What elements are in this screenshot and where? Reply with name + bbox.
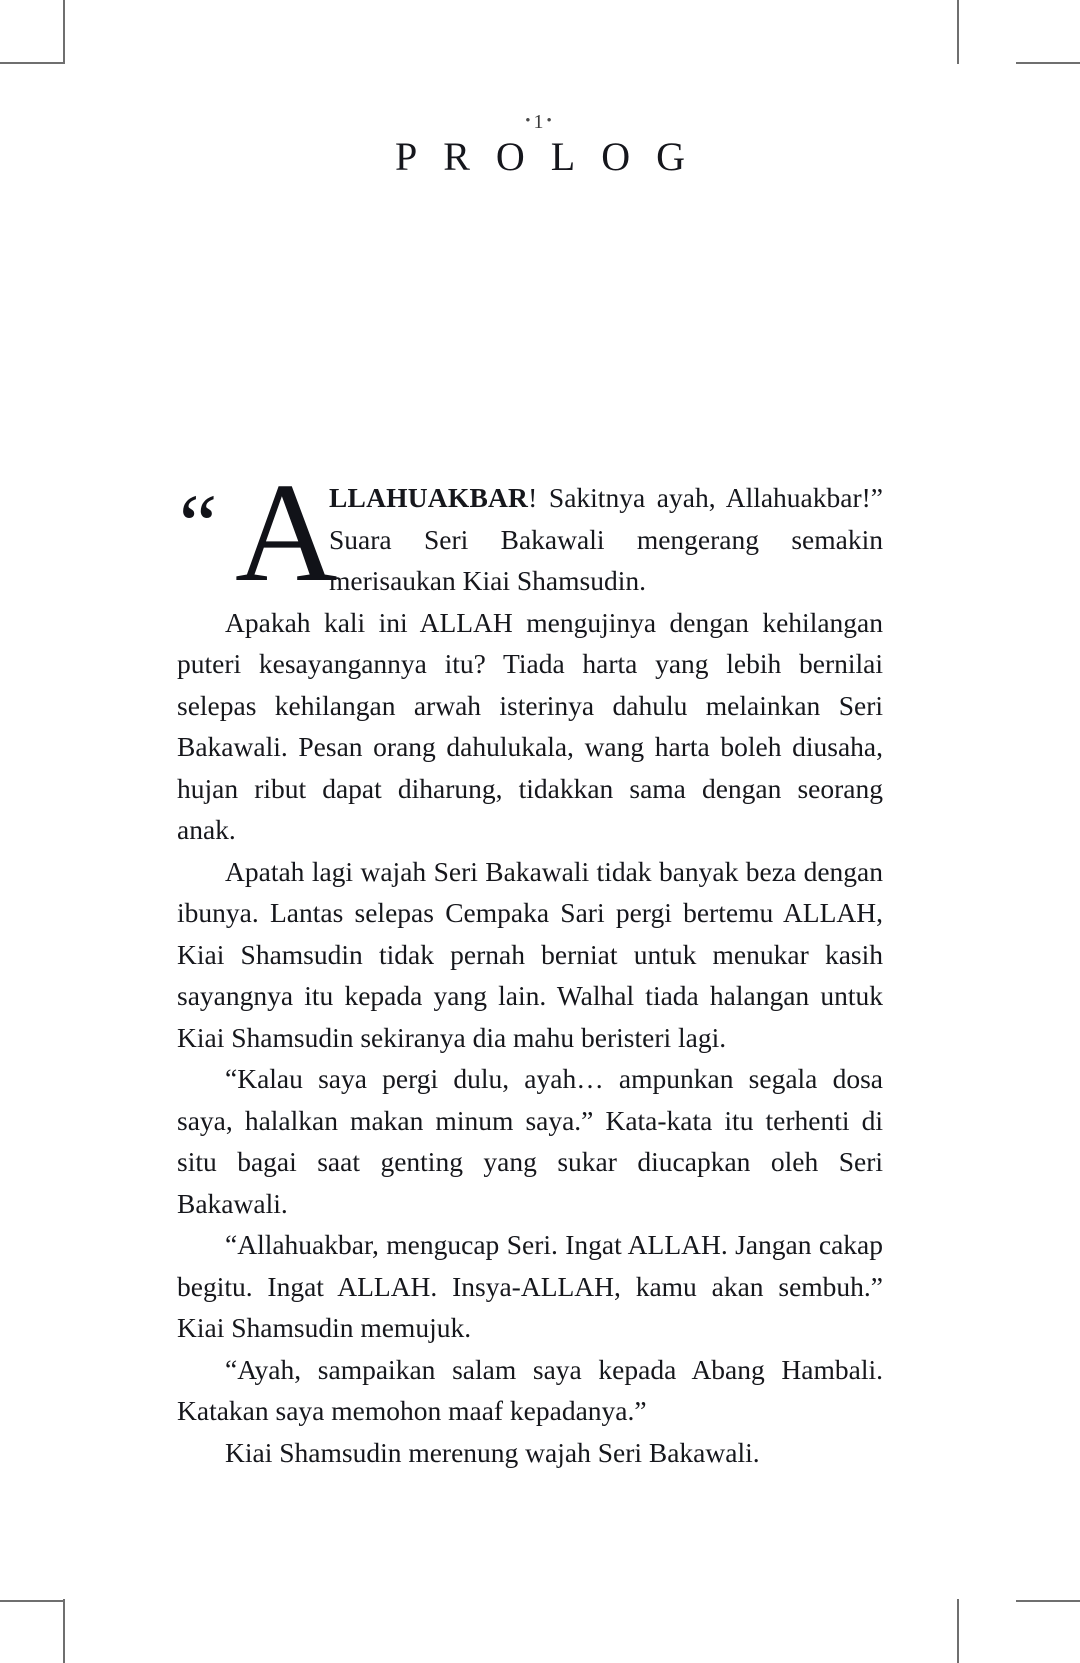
opening-paragraph: [177, 453, 883, 611]
paragraph-1: Apakah kali ini ALLAH mengujinya dengan kehilangan puteri kesayangannya itu? Tiada harta yang lebih bernilai selepas kehilangan arwah isterinya dahulu melainkan Seri Bakawali. Pesan orang dahulukala, wang harta boleh diusaha, hujan ribut dapat diharung, tidakkan sama dengan seorang anak.: [177, 606, 883, 845]
crop-mark-bottom-left-horizontal: [0, 1600, 64, 1602]
drop-cap-group: [177, 453, 338, 611]
crop-mark-top-right-horizontal: [1016, 62, 1080, 64]
paragraph-3: “Kalau saya pergi dulu, ayah… ampunkan segala dosa saya, halalkan makan minum saya.” Kata-kata itu terhenti di situ bagai saat genting yang sukar diucapkan oleh Seri Bakawali.: [177, 1063, 883, 1219]
crop-mark-bottom-right-horizontal: [1016, 1600, 1080, 1602]
crop-mark-top-right-vertical: [957, 0, 959, 64]
crop-mark-top-left-horizontal: [0, 62, 64, 64]
lead-bold-word: LLAHUAKBAR: [329, 482, 529, 513]
paragraph-4: “Allahuakbar, mengucap Seri. Ingat ALLAH. Jangan cakap begitu. Ingat ALLAH. Insya-ALLAH, kamu akan sembuh.” Kiai Shamsudin memujuk.: [177, 1229, 883, 1343]
open-quote-mark: “: [179, 476, 218, 572]
page-number: [180, 112, 900, 132]
paragraph-6: Kiai Shamsudin merenung wajah Seri Bakawali.: [225, 1436, 760, 1468]
crop-mark-top-left-vertical: [63, 0, 65, 64]
crop-mark-bottom-left-vertical: [63, 1599, 65, 1663]
paragraph-2: Apatah lagi wajah Seri Bakawali tidak banyak beza dengan ibunya. Lantas selepas Cempaka Sari pergi bertemu ALLAH, Kiai Shamsudin tidak pernah berniat untuk menukar kasih sayangnya itu kepada yang lain. Walhal tiada halangan untuk Kiai Shamsudin sekiranya dia mahu beristeri lagi.: [177, 855, 883, 1053]
body-text: [177, 453, 883, 1473]
drop-cap-letter: A: [235, 453, 338, 611]
crop-mark-bottom-right-vertical: [957, 1599, 959, 1663]
folio-dot-right-icon: •: [546, 113, 555, 129]
folio-dot-left-icon: •: [525, 113, 534, 129]
page-title: PROLOG: [394, 134, 712, 179]
paragraph-5: “Ayah, sampaikan salam saya kepada Abang Hambali. Katakan saya memohon maaf kepadanya.”: [177, 1353, 883, 1426]
folio-number: 1: [533, 111, 547, 133]
opening-text: ! Sakitnya ayah, Allahuakbar!” Suara Seri Bakawali mengerang semakin merisaukan Kiai Shamsudin.: [329, 482, 883, 596]
chapter-heading: [180, 112, 900, 178]
